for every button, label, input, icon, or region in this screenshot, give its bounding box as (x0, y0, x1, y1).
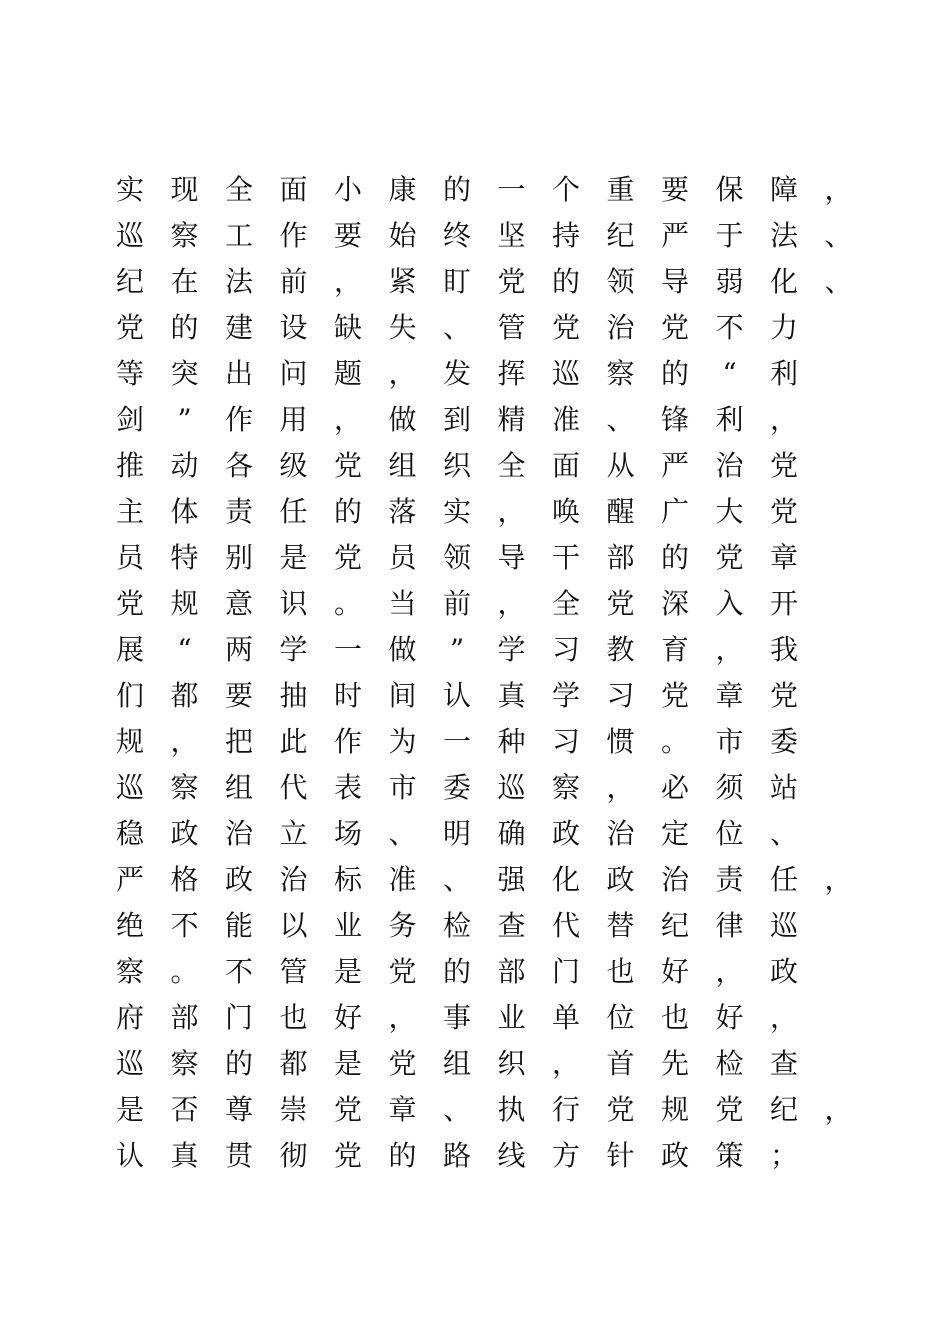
text-line: 府 部 门 也 好 ， 事 业 单 位 也 好 ， (115, 1001, 798, 1034)
body-text (110, 167, 870, 1179)
text-line: 主 体 责 任 的 落 实 ， 唤 醒 广 大 党 (115, 495, 798, 528)
text-line: 巡 察 组 代 表 市 委 巡 察 ， 必 须 站 (115, 771, 798, 804)
text-line: 察 。 不 管 是 党 的 部 门 也 好 ， 政 (115, 955, 798, 988)
text-line: 巡 察 工 作 要 始 终 坚 持 纪 严 于 法 、 (115, 219, 853, 252)
text-line: 等 突 出 问 题 ， 发 挥 巡 察 的 “ 利 (115, 357, 798, 390)
text-line: 党 规 意 识 。 当 前 ， 全 党 深 入 开 (115, 587, 798, 620)
text-line: 党 的 建 设 缺 失 、 管 党 治 党 不 力 (115, 311, 798, 344)
text-line: 实 现 全 面 小 康 的 一 个 重 要 保 障 ， (115, 173, 853, 206)
text-line: 员 特 别 是 党 员 领 导 干 部 的 党 章 (115, 541, 798, 574)
text-line: 稳 政 治 立 场 、 明 确 政 治 定 位 、 (115, 817, 798, 850)
text-line: 推 动 各 级 党 组 织 全 面 从 严 治 党 (115, 449, 798, 482)
text-line: 是 否 尊 崇 党 章 、 执 行 党 规 党 纪 ， (115, 1093, 853, 1126)
text-line: 巡 察 的 都 是 党 组 织 ， 首 先 检 查 (115, 1047, 798, 1080)
text-line: 绝 不 能 以 业 务 检 查 代 替 纪 律 巡 (115, 909, 798, 942)
text-line: 剑 ” 作 用 ， 做 到 精 准 、 锋 利 ， (115, 403, 798, 436)
text-line: 展 “ 两 学 一 做 ” 学 习 教 育 ， 我 (115, 633, 798, 666)
text-line: 严 格 政 治 标 准 、 强 化 政 治 责 任 ， (115, 863, 853, 896)
text-line: 规 ， 把 此 作 为 一 种 习 惯 。 市 委 (115, 725, 798, 758)
text-line: 认 真 贯 彻 党 的 路 线 方 针 政 策 ； (115, 1139, 798, 1172)
text-line: 纪 在 法 前 ， 紧 盯 党 的 领 导 弱 化 、 (115, 265, 853, 298)
text-line: 们 都 要 抽 时 间 认 真 学 习 党 章 党 (115, 679, 798, 712)
